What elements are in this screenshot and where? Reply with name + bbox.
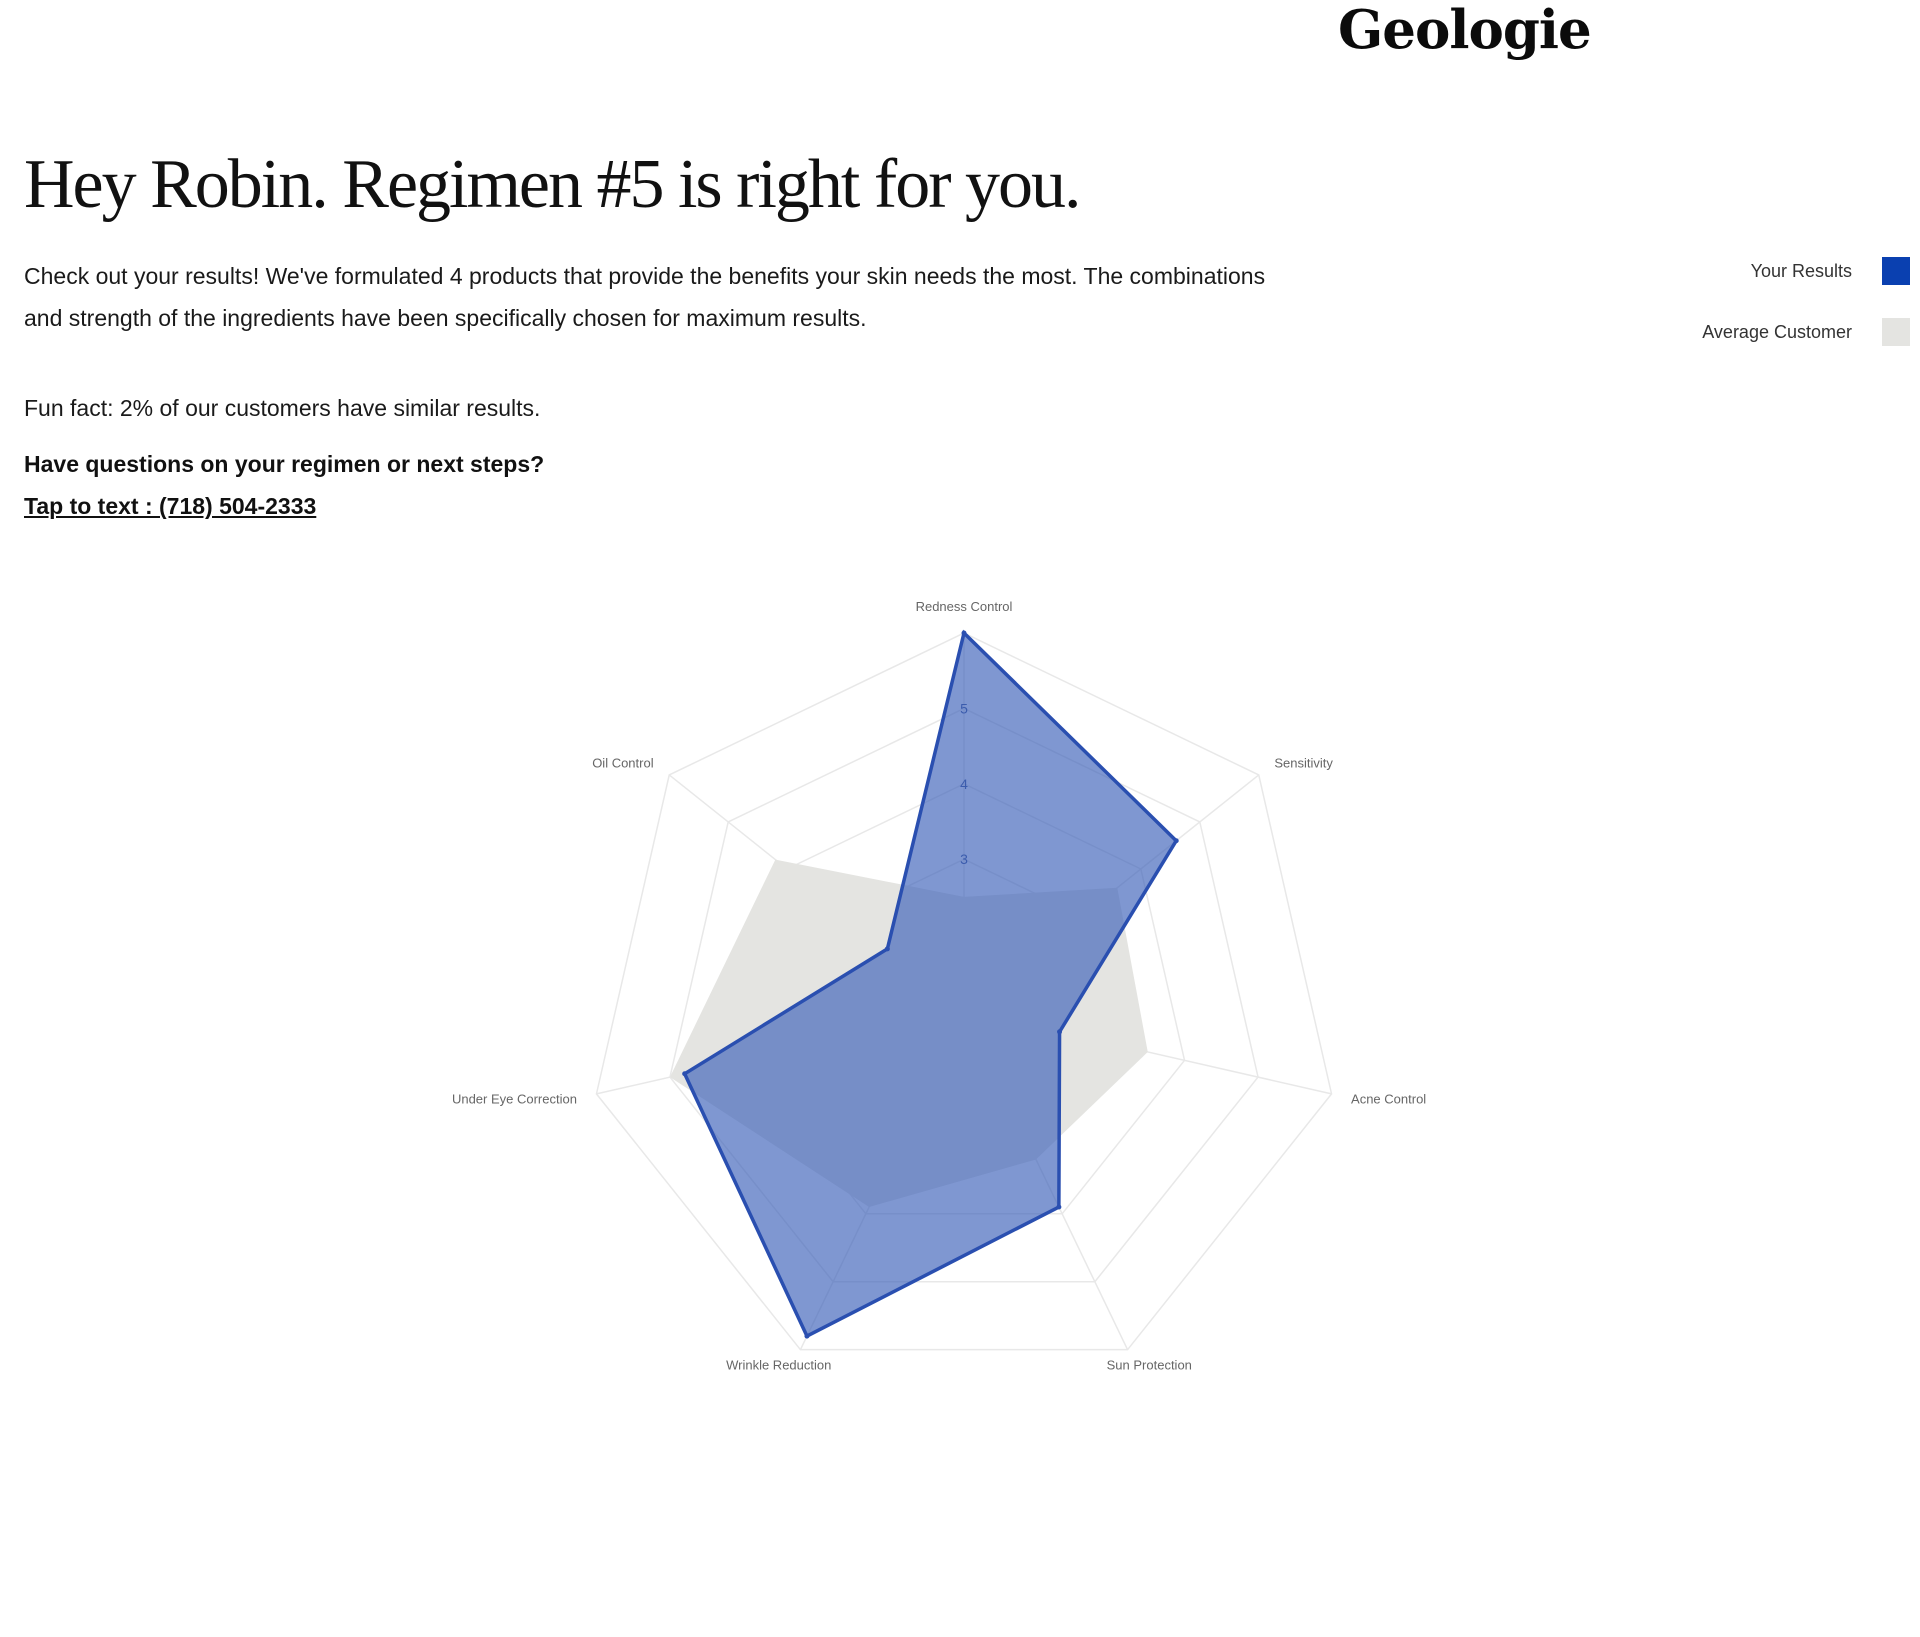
axis-label: Sun Protection [1106,1357,1192,1373]
geologie-logo[interactable]: Geologie [1338,0,1591,61]
tap-to-text-link[interactable]: Tap to text : (718) 504-2333 [24,493,317,519]
legend-label: Your Results [1750,260,1852,281]
axis-label: Acne Control [1351,1091,1427,1107]
data-point-your-results [1174,838,1179,843]
legend-label: Average Customer [1702,321,1852,342]
tick-label: 4 [960,775,968,792]
axis-label: Wrinkle Reduction [726,1357,832,1373]
questions-heading: Have questions on your regimen or next steps? [24,451,545,477]
page-title: Hey Robin. Regimen #5 is right for you. [24,146,1080,223]
data-point-your-results [885,946,890,951]
data-point-your-results [1057,1029,1062,1034]
tick-label: 3 [960,851,968,868]
fun-fact: Fun fact: 2% of our customers have similar results. [24,395,541,421]
data-point-your-results [1056,1205,1061,1210]
axis-label: Redness Control [915,599,1013,614]
data-point-your-results [962,631,967,636]
axis-label: Sensitivity [1274,755,1333,771]
axis-label: Under Eye Correction [451,1091,577,1107]
data-point-your-results [804,1334,809,1339]
results-intro: Check out your results! We've formulated 4 products that provide the benefits your skin needs the most. The combinations and strength of the ingredients have been specifically chosen for maximum results. [24,263,1266,331]
tick-label: 5 [960,700,968,717]
axis-label: Oil Control [592,755,654,771]
data-point-your-results [682,1071,687,1076]
